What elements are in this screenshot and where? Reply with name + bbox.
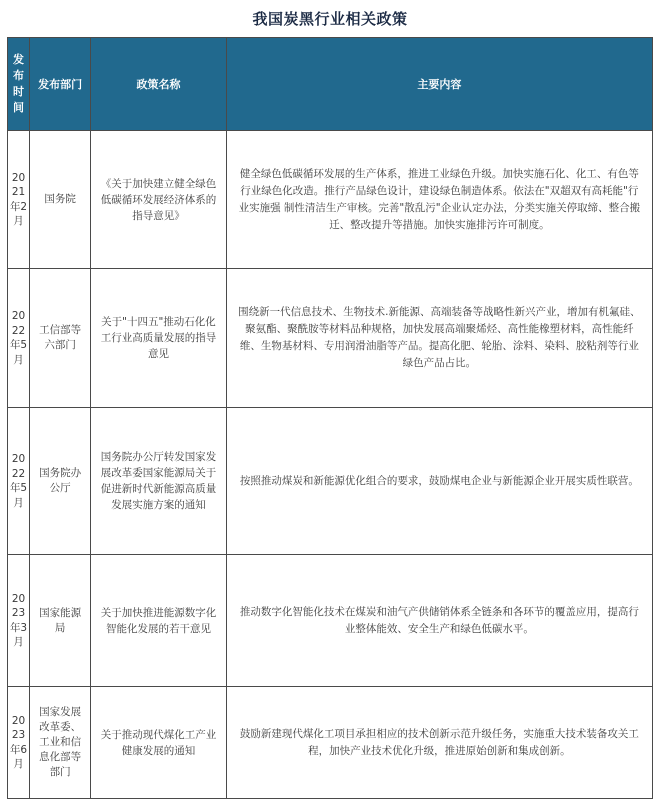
cell-policy-name: 国务院办公厅转发国家发展改革委国家能源局关于促进新时代新能源高质量发展实施方案的通知 (91, 408, 226, 555)
cell-date: 2023年3月 (8, 555, 30, 687)
cell-main-content: 推动数字化智能化技术在煤炭和油气产供储销体系全链条和各环节的覆盖应用，提高行业整体能效、安全生产和绿色低碳水平。 (226, 555, 652, 687)
column-header-department (30, 38, 91, 131)
column-header-main-content-label: 主要内容 (417, 77, 462, 91)
cell-date: 2021年2月 (8, 131, 30, 269)
cell-policy-name: 关于推动现代煤化工产业健康发展的通知 (91, 687, 226, 799)
cell-department: 国家发展改革委、工业和信息化部等部门 (30, 687, 91, 799)
cell-department: 国家能源局 (30, 555, 91, 687)
column-header-date-label: 发布时间 (13, 53, 25, 114)
cell-main-content: 鼓励新建现代煤化工项目承担相应的技术创新示范升级任务，实施重大技术装备攻关工程，加快产业技术优化升级，推进原始创新和集成创新。 (226, 687, 652, 799)
cell-department: 国务院 (30, 131, 91, 269)
cell-date: 2023年6月 (8, 687, 30, 799)
cell-main-content: 健全绿色低碳循环发展的生产体系，推进工业绿色升级。加快实施石化、化工、有色等行业绿色化改造。推行产品绿色设计，建设绿色制造体系。依法在"双超双有高耗能"行业实施强 制性清洁生产审核。完善"散乱污"企业认定办法，分类实施关停取缔、整合搬迁、整改提升等措施。加快实施排污许可制度。 (226, 131, 652, 269)
column-header-policy-name-label: 政策名称 (136, 77, 181, 91)
table-row (8, 555, 653, 687)
cell-date: 2022年5月 (8, 408, 30, 555)
cell-date: 2022年5月 (8, 269, 30, 408)
cell-department: 工信部等六部门 (30, 269, 91, 408)
table-body (8, 131, 653, 799)
table-row (8, 131, 653, 269)
column-header-department-label: 发布部门 (38, 77, 83, 91)
table-header-row (8, 38, 653, 131)
table-row (8, 408, 653, 555)
cell-policy-name: 《关于加快建立健全绿色低碳循环发展经济体系的指导意见》 (91, 131, 226, 269)
table-header (8, 38, 653, 131)
table-row (8, 687, 653, 799)
page-title: 我国炭黑行业相关政策 (252, 10, 408, 28)
policy-table (7, 37, 653, 799)
column-header-date (8, 38, 30, 131)
table-row (8, 269, 653, 408)
cell-main-content: 按照推动煤炭和新能源优化组合的要求，鼓励煤电企业与新能源企业开展实质性联营。 (226, 408, 652, 555)
cell-policy-name: 关于加快推进能源数字化智能化发展的若干意见 (91, 555, 226, 687)
cell-policy-name: 关于"十四五"推动石化化工行业高质量发展的指导意见 (91, 269, 226, 408)
cell-main-content: 围绕新一代信息技术、生物技术.新能源、高端装备等战略性新兴产业，增加有机氟硅、聚氨酯、聚酰胺等材料品种规格，加快发展高端聚烯烃、高性能橡塑材料，高性能纤维、生物基材料、专用润滑油脂等产品。提高化肥、轮胎、涂料、染料、胶粘剂等行业绿色产品占比。 (226, 269, 652, 408)
policy-table-container (7, 37, 653, 799)
column-header-policy-name (91, 38, 226, 131)
cell-department: 国务院办公厅 (30, 408, 91, 555)
column-header-main-content (226, 38, 652, 131)
